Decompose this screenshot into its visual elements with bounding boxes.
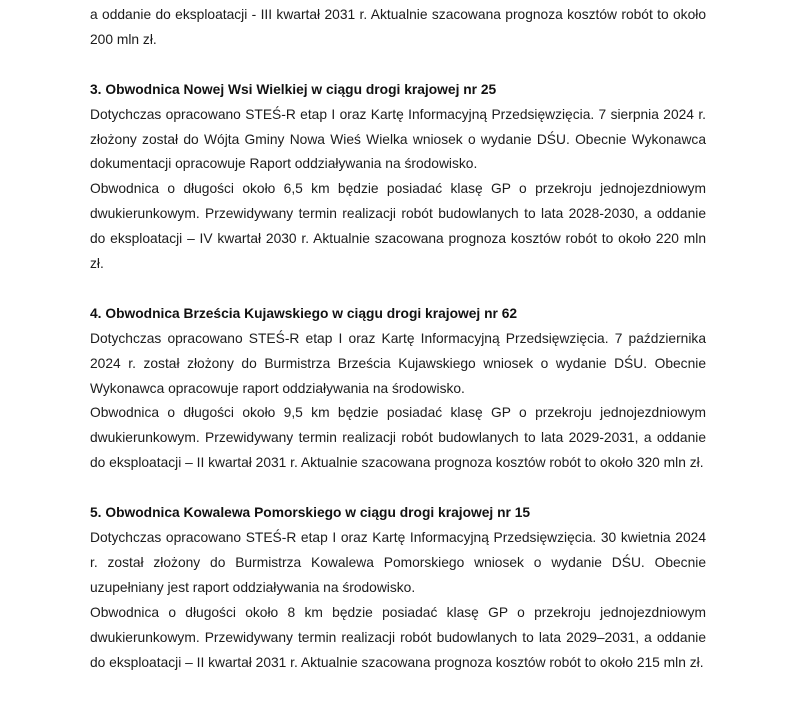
section-5-paragraph-2: Obwodnica o długości około 8 km będzie posiadać klasę GP o przekroju jednojezdniowym dwukierunkowym. Przewidywany termin realizacji robót budowlanych to lata 2029–2031, a oddanie do eksploatacji – II kwartał 2031 r. Aktualnie szacowana prognoza kosztów robót to około 215 mln zł. [90,604,706,670]
blank-line [90,53,706,78]
blank-line [90,277,706,302]
section-4-paragraph-2: Obwodnica o długości około 9,5 km będzie posiadać klasę GP o przekroju jednojezdniowym dwukierunkowym. Przewidywany termin realizacji robót budowlanych to lata 2029-2031, a oddanie do eksploatacji – II kwartał 2031 r. Aktualnie szacowana prognoza kosztów robót to około 320 mln zł. [90,405,706,471]
section-5-paragraph-1: Dotychczas opracowano STEŚ-R etap I oraz Kartę Informacyjną Przedsięwzięcia. 30 kwietnia 2024 r. został złożony do Burmistrza Kowalewa Pomorskiego wniosek o wydanie DŚU. Obecnie uzupełniany jest raport oddziaływania na środowisko. [90,529,706,595]
section-3-paragraph-1: Dotychczas opracowano STEŚ-R etap I oraz Kartę Informacyjną Przedsięwzięcia. 7 sierpnia 2024 r. złożony został do Wójta Gminy Nowa Wieś Wielka wniosek o wydanie DŚU. Obecnie Wykonawca dokumentacji opracowuje Raport oddziaływania na środowisko. [90,106,706,172]
section-4-heading: 4. Obwodnica Brześcia Kujawskiego w ciągu drogi krajowej nr 62 [90,305,518,321]
section-5-heading: 5. Obwodnica Kowalewa Pomorskiego w ciągu drogi krajowej nr 15 [90,505,531,521]
section-3-paragraph-2: Obwodnica o długości około 6,5 km będzie posiadać klasę GP o przekroju jednojezdniowym dwukierunkowym. Przewidywany termin realizacji robót budowlanych to lata 2028-2030, a oddanie do eksploatacji – IV kwartał 2030 r. Aktualnie szacowana prognoza kosztów robót to około 220 mln zł. [90,181,706,272]
section-obwodnica-brzescia-kujawskiego [90,302,706,476]
section-obwodnica-kowalewa-pomorskiego [90,501,706,675]
intro-paragraph: a oddanie do eksploatacji - III kwartał 2031 r. Aktualnie szacowana prognoza kosztów robót to około 200 mln zł. [90,7,706,47]
section-obwodnica-nowej-wsi-wielkiej [90,78,706,277]
section-3-heading: 3. Obwodnica Nowej Wsi Wielkiej w ciągu drogi krajowej nr 25 [90,81,497,97]
section-4-paragraph-1: Dotychczas opracowano STEŚ-R etap I oraz Kartę Informacyjną Przedsięwzięcia. 7 października 2024 r. został złożony do Burmistrza Brześcia Kujawskiego wniosek o wydanie DŚU. Obecnie Wykonawca opracowuje raport oddziaływania na środowisko. [90,330,706,396]
blank-line [90,476,706,501]
document-content [90,3,706,675]
